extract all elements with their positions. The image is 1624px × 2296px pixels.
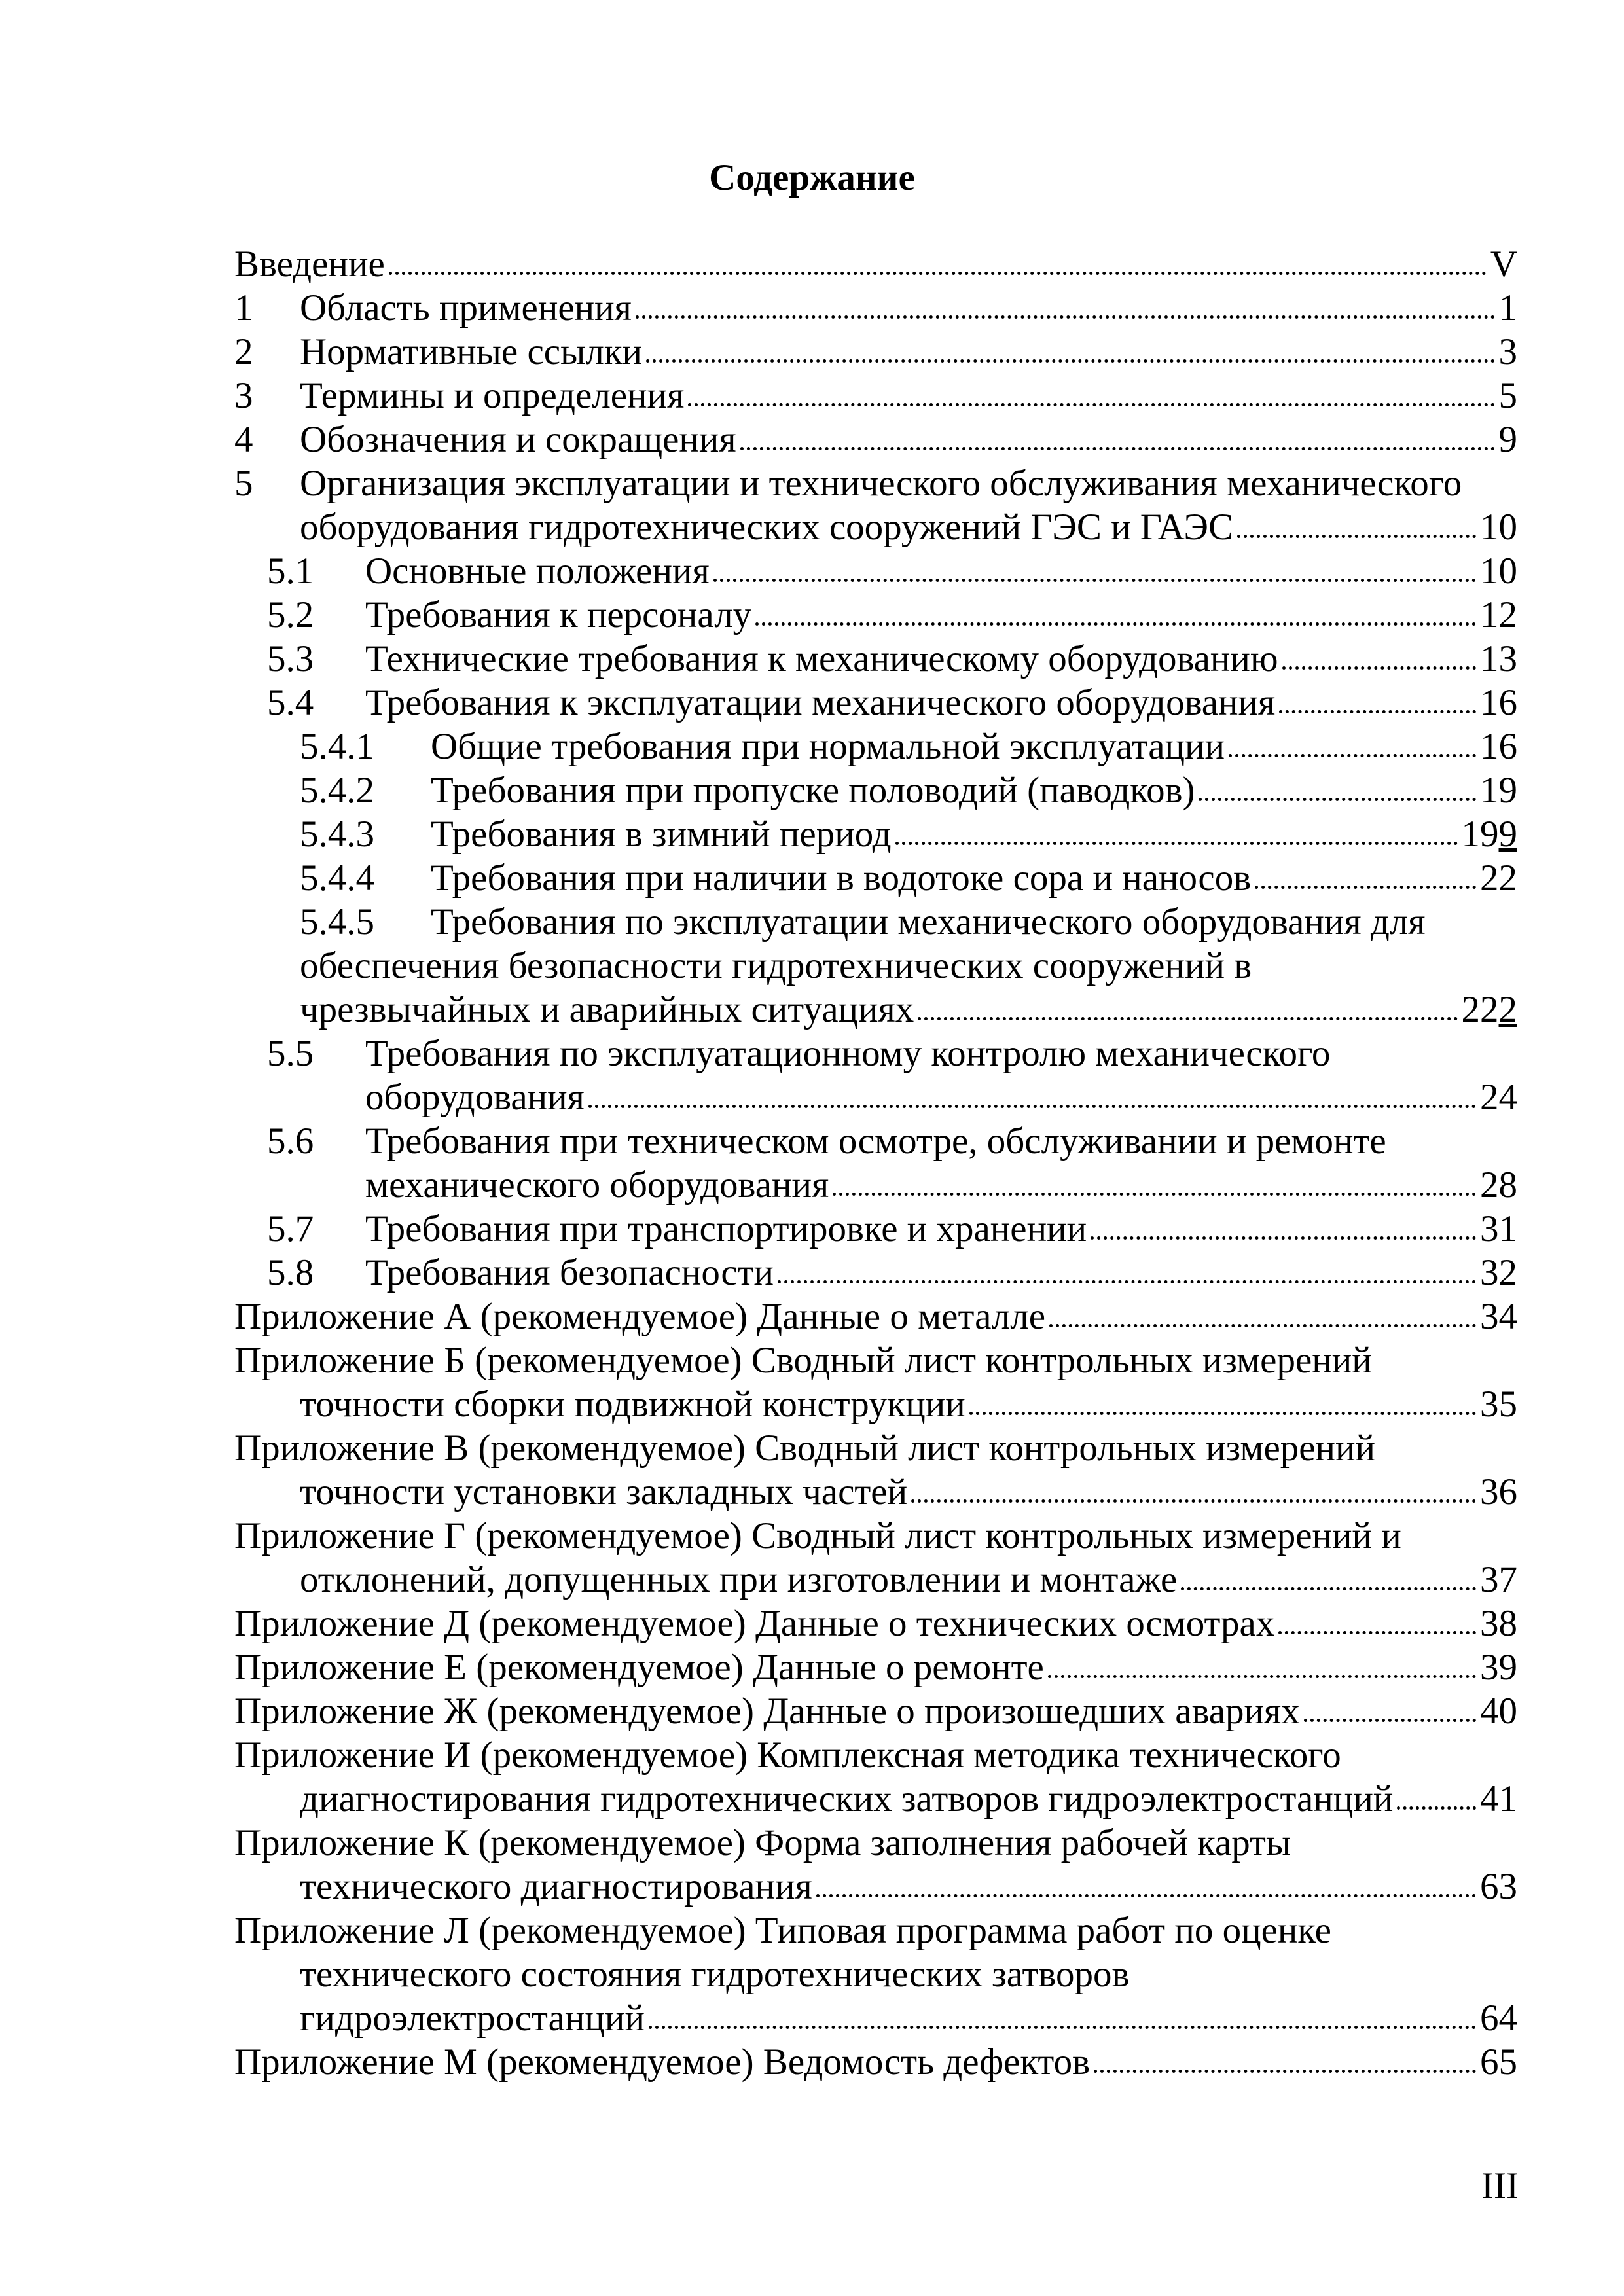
toc-line — [234, 725, 1517, 768]
toc-entry-title: Технические требования к механическому оборудованию — [365, 638, 1278, 679]
dot-leader — [740, 447, 1495, 450]
toc-entry-title: Приложение И (рекомендуемое) Комплексная методика технического — [234, 1734, 1341, 1776]
dot-leader — [816, 1894, 1476, 1897]
toc-page-number: 32 — [1480, 1252, 1517, 1293]
toc-entry-title: Приложение А (рекомендуемое) Данные о металле — [234, 1296, 1046, 1337]
toc-line — [234, 1251, 1517, 1295]
toc-entry-title: Термины и определения — [300, 375, 685, 416]
toc-entry-title: Требования к эксплуатации механического оборудования — [365, 682, 1276, 723]
dot-leader — [1199, 798, 1476, 801]
toc-entry-number: 5.3 — [267, 638, 314, 679]
toc-entry-title: Приложение Д (рекомендуемое) Данные о технических осмотрах — [234, 1603, 1275, 1644]
dot-leader — [1229, 754, 1476, 757]
toc-page-number: 19 — [1480, 770, 1517, 811]
toc-entry-title: Приложение В (рекомендуемое) Сводный лист контрольных измерений — [234, 1427, 1376, 1469]
toc-line — [234, 1514, 1517, 1558]
dot-leader — [713, 579, 1476, 582]
toc-entry-number: 3 — [234, 375, 253, 416]
dot-leader — [1181, 1587, 1476, 1590]
dot-leader — [1091, 1236, 1476, 1240]
dot-leader — [1304, 1719, 1476, 1722]
toc-line — [234, 1689, 1517, 1733]
toc-entry-title: Требования к персоналу — [365, 594, 752, 636]
toc-entry-title: Приложение Б (рекомендуемое) Сводный лист контрольных измерений — [234, 1340, 1372, 1381]
toc-line — [234, 242, 1517, 286]
toc-line — [234, 1426, 1517, 1470]
dot-leader — [646, 359, 1494, 363]
toc-page-number: 41 — [1480, 1778, 1517, 1820]
dot-leader — [833, 1193, 1476, 1196]
toc-line — [234, 944, 1517, 988]
page-title: Содержание — [709, 157, 915, 198]
dot-leader — [918, 1017, 1457, 1020]
toc-line — [234, 1558, 1517, 1602]
toc-entry-number: 5.4.3 — [300, 814, 374, 855]
toc-entry-title: чрезвычайных и аварийных ситуациях — [300, 989, 914, 1030]
dot-leader — [895, 842, 1458, 845]
toc-page-number: 34 — [1480, 1296, 1517, 1337]
toc-entry-number: 5.4.5 — [300, 901, 374, 942]
toc-entry-number: 5.4 — [267, 682, 314, 723]
toc-entry-title: обеспечения безопасности гидротехнических сооружений в — [300, 945, 1252, 986]
toc-entry-title: Введение — [234, 243, 385, 285]
toc-entry-title: Нормативные ссылки — [300, 331, 643, 372]
dot-leader — [1094, 2070, 1476, 2073]
toc-page-number: V — [1490, 243, 1517, 285]
toc-page-number: 22 — [1480, 857, 1517, 899]
toc-entry-title: Приложение К (рекомендуемое) Форма заполнения рабочей карты — [234, 1822, 1291, 1863]
toc-line — [234, 856, 1517, 900]
page-number: III — [1481, 2165, 1519, 2206]
dot-leader — [1255, 886, 1476, 889]
toc-line — [234, 1338, 1517, 1382]
toc-page-number: 24 — [1480, 1077, 1517, 1118]
toc-entry-title: Требования при пропуске половодий (паводков) — [431, 770, 1195, 811]
toc-entry-title: Приложение М (рекомендуемое) Ведомость дефектов — [234, 2041, 1090, 2083]
toc-line — [234, 900, 1517, 944]
toc-page-number: 3 — [1498, 331, 1517, 372]
dot-leader — [778, 1280, 1476, 1283]
toc-line — [234, 988, 1517, 1031]
toc-entry-title: точности установки закладных частей — [300, 1471, 908, 1513]
dot-leader — [1049, 1324, 1476, 1327]
toc-page-number: 28 — [1480, 1164, 1517, 1206]
dot-leader — [1237, 535, 1476, 538]
toc-entry-title: Область применения — [300, 287, 632, 329]
toc-entry-number: 4 — [234, 419, 253, 460]
toc-line — [234, 461, 1517, 505]
dot-leader — [1279, 710, 1476, 713]
toc-entry-title: точности сборки подвижной конструкции — [300, 1384, 965, 1425]
toc-line — [234, 2040, 1517, 2084]
toc-line — [234, 1163, 1517, 1207]
toc-line — [234, 1996, 1517, 2040]
dot-leader — [1282, 666, 1476, 670]
toc-line — [234, 549, 1517, 593]
toc-entry-number: 2 — [234, 331, 253, 372]
toc-entry-title: технического состояния гидротехнических затворов — [300, 1954, 1130, 1995]
toc-entry-title: оборудования гидротехнических сооружений ГЭС и ГАЭС — [300, 507, 1234, 548]
toc-line — [234, 1777, 1517, 1821]
toc-page-number: 16 — [1480, 726, 1517, 767]
toc-line — [234, 286, 1517, 330]
toc-entry-title: Приложение Г (рекомендуемое) Сводный лист контрольных измерений и — [234, 1515, 1401, 1556]
toc-entry-title: технического диагностирования — [300, 1866, 812, 1907]
toc-line — [234, 1295, 1517, 1338]
toc-page-number: 36 — [1480, 1471, 1517, 1513]
dot-leader — [636, 315, 1495, 319]
dot-leader — [588, 1105, 1476, 1108]
toc-entry-title: оборудования — [365, 1077, 585, 1118]
toc-page-number: 63 — [1480, 1866, 1517, 1907]
toc-entry-title: Требования по эксплуатационному контролю механического — [365, 1033, 1331, 1074]
toc-entry-title: Приложение Л (рекомендуемое) Типовая программа работ по оценке — [234, 1910, 1331, 1951]
dot-leader — [911, 1499, 1476, 1503]
toc-page-number: 13 — [1480, 638, 1517, 679]
dot-leader — [389, 272, 1487, 275]
toc-entry-number: 1 — [234, 287, 253, 329]
toc-line — [234, 1031, 1517, 1075]
toc-line — [234, 1470, 1517, 1514]
toc-page-number: 16 — [1480, 682, 1517, 723]
toc-entry-title: Требования при техническом осмотре, обслуживании и ремонте — [365, 1121, 1386, 1162]
toc-page-number: 37 — [1480, 1559, 1517, 1600]
toc-line — [234, 1733, 1517, 1777]
toc-page-number: 31 — [1480, 1208, 1517, 1249]
toc-page-number: 1 — [1498, 287, 1517, 329]
toc-entry-number: 5.4.2 — [300, 770, 374, 811]
toc-entry-number: 5.7 — [267, 1208, 314, 1249]
dot-leader — [649, 2026, 1476, 2029]
toc-line — [234, 812, 1517, 856]
toc-entry-title: Обозначения и сокращения — [300, 419, 736, 460]
toc-entry-title: Общие требования при нормальной эксплуатации — [431, 726, 1225, 767]
toc-entry-title: Приложение Е (рекомендуемое) Данные о ремонте — [234, 1647, 1044, 1688]
toc-page-number: 222 — [1461, 989, 1517, 1030]
toc-page-number: 35 — [1480, 1384, 1517, 1425]
toc-line — [234, 1207, 1517, 1251]
toc-page-number: 12 — [1480, 594, 1517, 636]
toc-entry-title: диагностирования гидротехнических затворов гидроэлектростанций — [300, 1778, 1394, 1820]
toc-page-number: 5 — [1498, 375, 1517, 416]
dot-leader — [755, 622, 1476, 626]
toc-entry-title: Требования безопасности — [365, 1252, 774, 1293]
toc-page-number: 64 — [1480, 1998, 1517, 2039]
toc-line — [234, 505, 1517, 549]
toc-entry-number: 5.8 — [267, 1252, 314, 1293]
toc-page-number: 39 — [1480, 1647, 1517, 1688]
dot-leader — [969, 1412, 1476, 1415]
toc-page-number: 10 — [1480, 550, 1517, 592]
toc-line — [234, 330, 1517, 374]
toc-line — [234, 768, 1517, 812]
toc-entry-title: Требования при наличии в водотоке сора и наносов — [431, 857, 1252, 899]
toc-line — [234, 593, 1517, 637]
toc-page-number: 199 — [1461, 814, 1517, 855]
dot-leader — [688, 403, 1494, 406]
toc-entry-title: Требования в зимний период — [431, 814, 892, 855]
toc-line — [234, 418, 1517, 461]
dot-leader — [1048, 1675, 1476, 1678]
toc-entry-title: отклонений, допущенных при изготовлении и монтаже — [300, 1559, 1178, 1600]
table-of-contents — [234, 242, 1517, 2084]
toc-page-number: 10 — [1480, 507, 1517, 548]
toc-entry-title: Приложение Ж (рекомендуемое) Данные о произошедших авариях — [234, 1691, 1300, 1732]
toc-entry-number: 5.4.4 — [300, 857, 374, 899]
toc-entry-number: 5 — [234, 463, 253, 504]
toc-entry-number: 5.2 — [267, 594, 314, 636]
toc-entry-title: Основные положения — [365, 550, 710, 592]
toc-line — [234, 1952, 1517, 1996]
toc-page-number: 38 — [1480, 1603, 1517, 1644]
toc-line — [234, 637, 1517, 681]
toc-line — [234, 681, 1517, 725]
toc-page-number: 65 — [1480, 2041, 1517, 2083]
toc-line — [234, 1119, 1517, 1163]
toc-entry-number: 5.5 — [267, 1033, 314, 1074]
dot-leader — [1397, 1806, 1476, 1810]
toc-page-number: 40 — [1480, 1691, 1517, 1732]
toc-entry-title: Требования по эксплуатации механического оборудования для — [431, 901, 1426, 942]
toc-line — [234, 1821, 1517, 1865]
toc-entry-title: Требования при транспортировке и хранении — [365, 1208, 1087, 1249]
toc-line — [234, 1645, 1517, 1689]
toc-line — [234, 1602, 1517, 1645]
toc-entry-title: гидроэлектростанций — [300, 1998, 645, 2039]
toc-entry-number: 5.1 — [267, 550, 314, 592]
toc-entry-number: 5.6 — [267, 1121, 314, 1162]
toc-line — [234, 1382, 1517, 1426]
toc-line — [234, 1909, 1517, 1952]
toc-line — [234, 374, 1517, 418]
toc-page-number: 9 — [1498, 419, 1517, 460]
toc-line — [234, 1865, 1517, 1909]
dot-leader — [1278, 1631, 1476, 1634]
toc-line — [234, 1075, 1517, 1119]
toc-entry-number: 5.4.1 — [300, 726, 374, 767]
toc-entry-title: механического оборудования — [365, 1164, 829, 1206]
toc-entry-title: Организация эксплуатации и технического обслуживания механического — [300, 463, 1462, 504]
